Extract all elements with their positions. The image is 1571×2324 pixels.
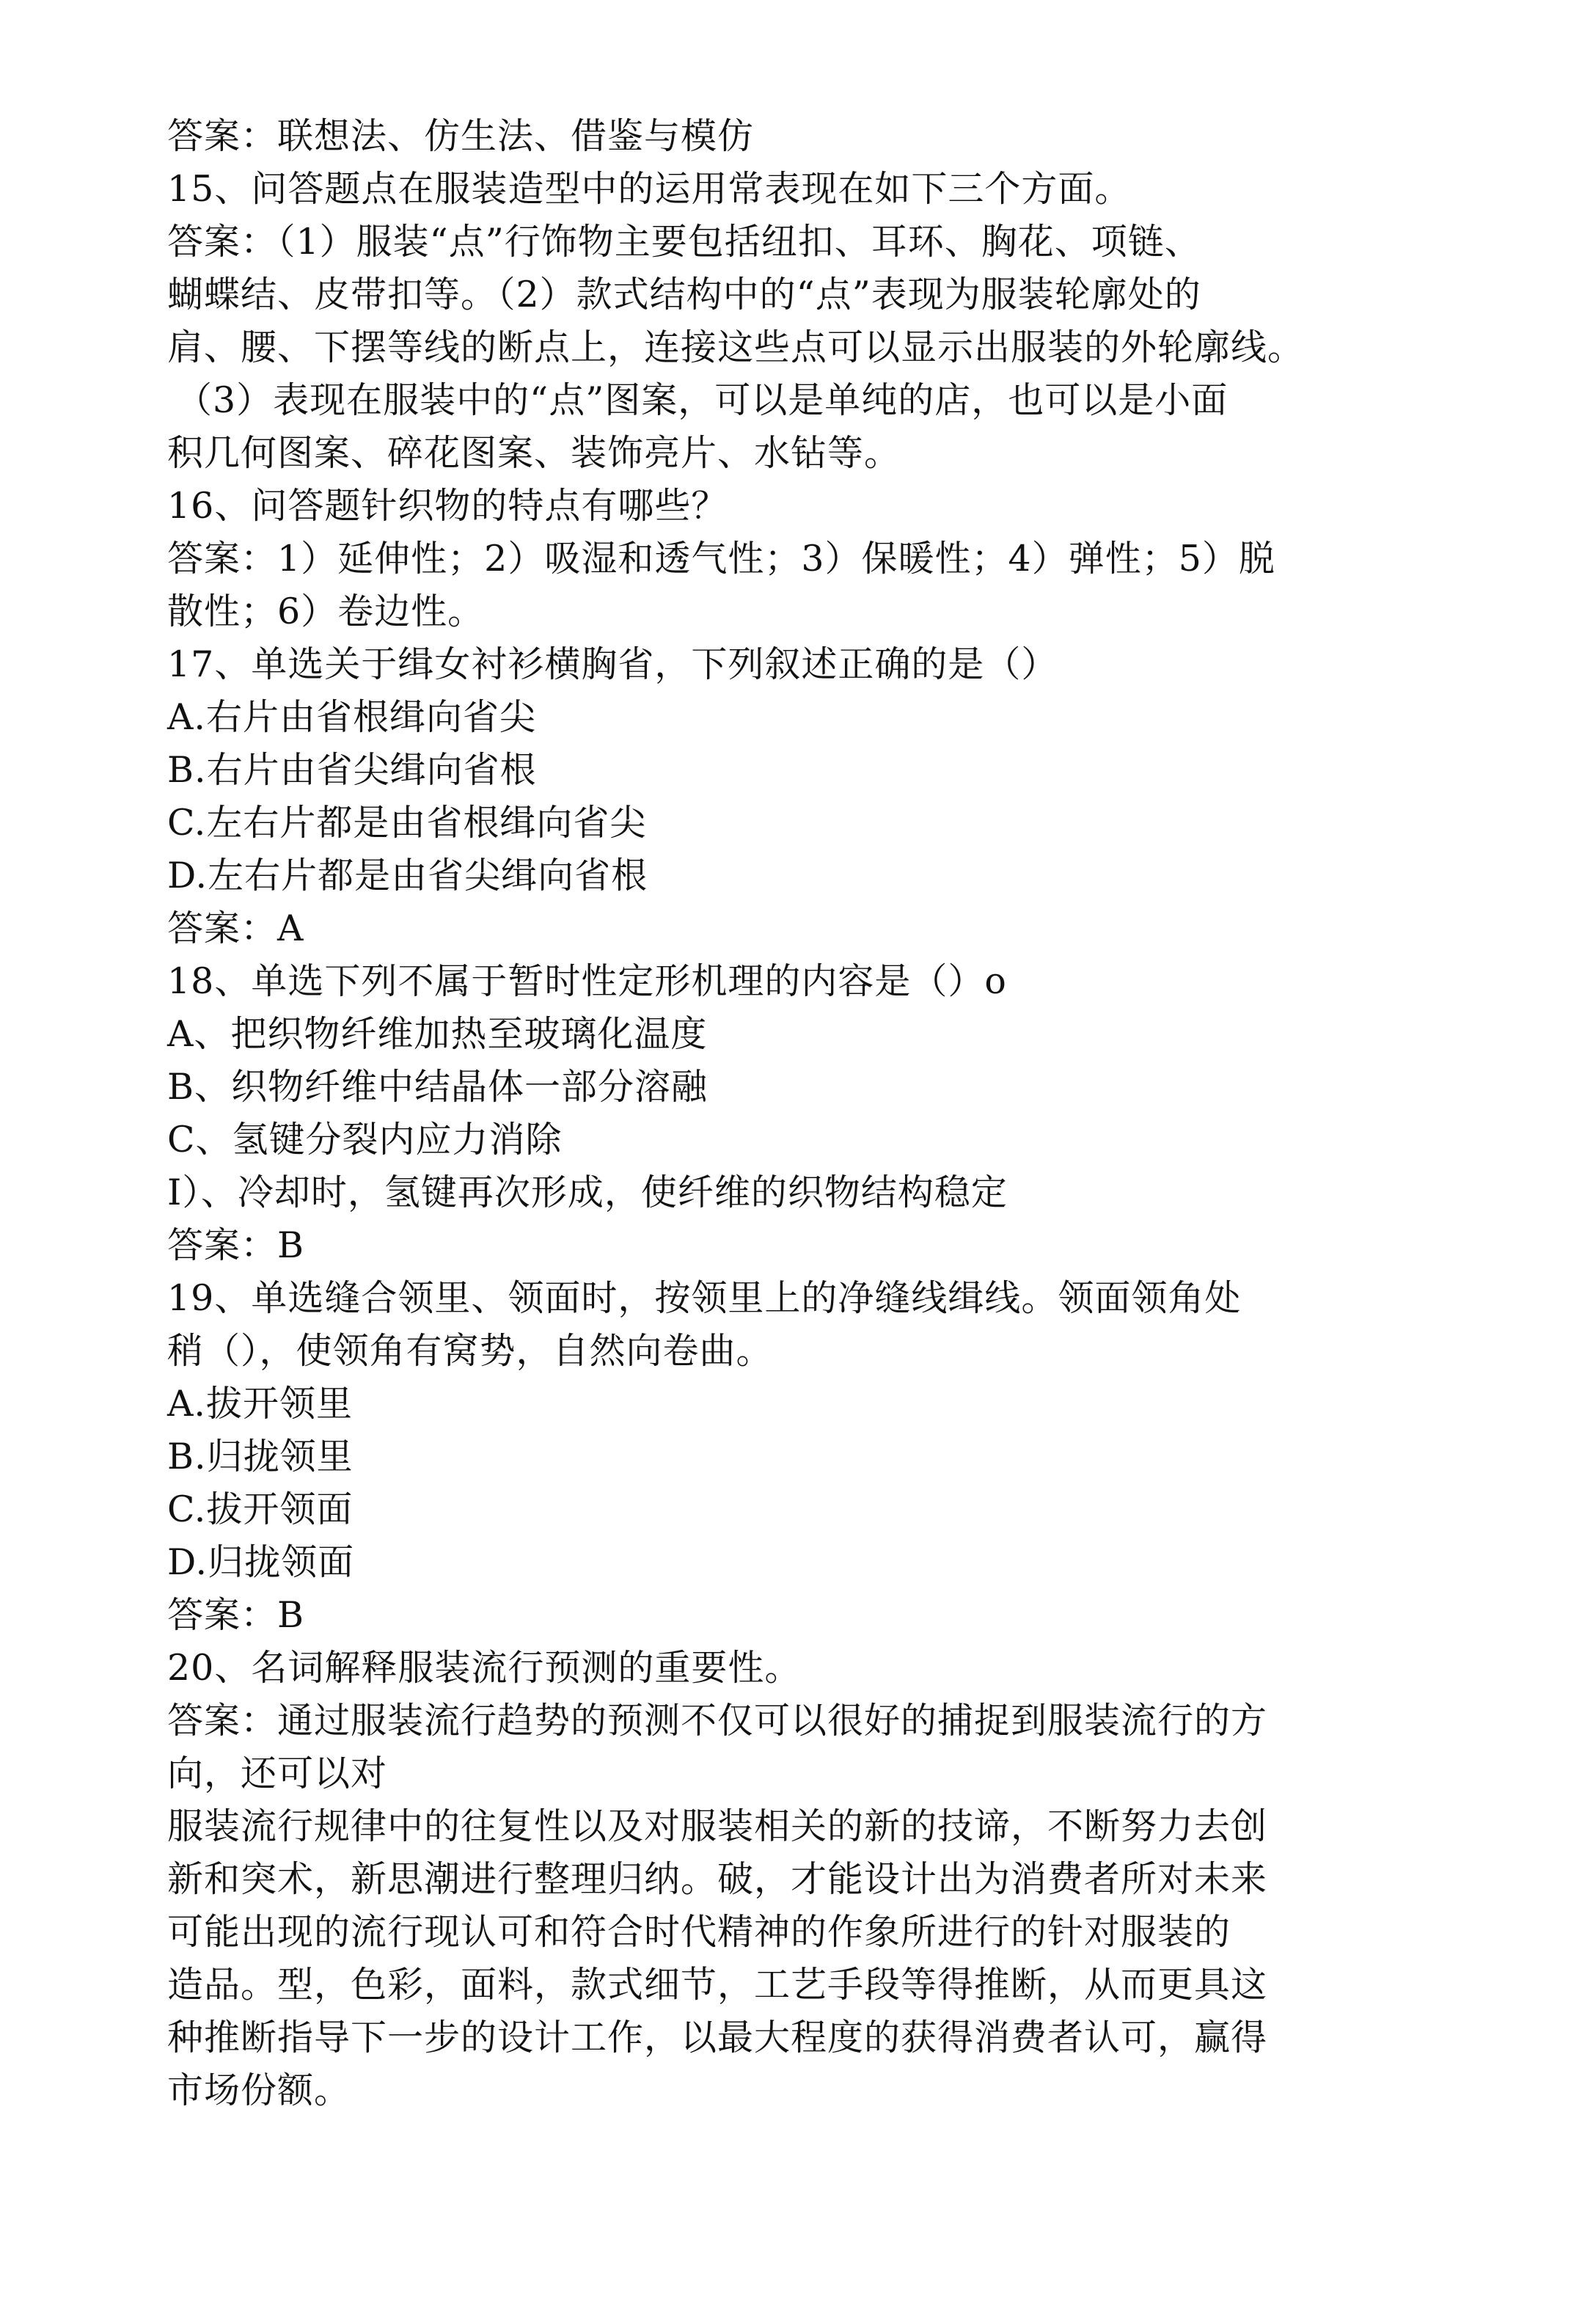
option-d: D.左右片都是由省尖缉向省根: [167, 855, 648, 896]
question-19-title: 19、单选缝合领里、领面时，按领里上的净缝线缉线。领面领角处: [167, 1277, 1242, 1319]
answer-line: 答案：联想法、仿生法、借鉴与模仿: [167, 115, 755, 157]
answer-line: 答案：（1）服装“点”行饰物主要包括纽扣、耳环、胸花、项链、: [167, 221, 1201, 263]
question-19-title-cont: 稍（），使领角有窝势，自然向卷曲。: [167, 1330, 773, 1372]
option-b: B、织物纤维中结晶体一部分溶融: [167, 1066, 708, 1108]
option-c: C.左右片都是由省根缉向省尖: [167, 802, 647, 844]
question-15-title: 15、问答题点在服装造型中的运用常表现在如下三个方面。: [167, 168, 1132, 210]
option-a: A、把织物纤维加热至玻璃化温度: [167, 1013, 708, 1055]
option-c: C、氢键分裂内应力消除: [167, 1119, 563, 1161]
answer-line: 向，还可以对: [167, 1753, 388, 1794]
answer-line: 服装流行规律中的往复性以及对服装相关的新的技谛，不断努力去创: [167, 1805, 1268, 1847]
answer-line: 答案：通过服装流行趋势的预测不仅可以很好的捕捉到服装流行的方: [167, 1700, 1268, 1742]
option-c: C.拔开领面: [167, 1488, 354, 1530]
document-page: [167, 110, 1436, 2117]
option-b: B.归拢领里: [167, 1436, 354, 1477]
answer-line: 市场份额。: [167, 2069, 351, 2111]
answer-line: （3）表现在服装中的“点”图案，可以是单纯的店，也可以是小面: [176, 379, 1228, 421]
answer-line: 种推断指导下一步的设计工作，以最大程度的获得消费者认可，赢得: [167, 2017, 1268, 2058]
answer-line: 肩、腰、下摆等线的断点上，连接这些点可以显示出服装的外轮廓线。: [167, 326, 1305, 368]
answer-line: 造品。型，色彩，面料，款式细节，工艺手段等得推断，从而更具这: [167, 1964, 1268, 2006]
answer-line: 答案：B: [167, 1594, 305, 1636]
option-a: A.右片由省根缉向省尖: [167, 696, 536, 738]
answer-line: 蝴蝶结、皮带扣等。（2）款式结构中的“点”表现为服装轮廓处的: [167, 274, 1201, 315]
question-20-title: 20、名词解释服装流行预测的重要性。: [167, 1647, 802, 1689]
option-a: A.拔开领里: [167, 1383, 353, 1425]
answer-line: 积几何图案、碎花图案、装饰亮片、水钻等。: [167, 432, 901, 474]
answer-line: 答案：A: [167, 907, 304, 949]
option-d: I）、冷却时，氢键再次形成，使纤维的织物结构稳定: [167, 1172, 1008, 1213]
answer-line: 新和突术，新思潮进行整理归纳。破，才能设计出为消费者所对未来: [167, 1858, 1268, 1900]
option-d: D.归拢领面: [167, 1541, 355, 1583]
answer-line: 散性；6）卷边性。: [167, 591, 485, 632]
answer-line: 答案：1）延伸性；2）吸湿和透气性；3）保暖性；4）弹性；5）脱: [167, 538, 1275, 580]
answer-line: 答案：B: [167, 1224, 305, 1266]
question-16-title: 16、问答题针织物的特点有哪些？: [167, 485, 728, 527]
question-17-title: 17、单选关于缉女衬衫横胸省，下列叙述正确的是（）: [167, 643, 1058, 685]
question-18-title: 18、单选下列不属于暂时性定形机理的内容是（）o: [167, 960, 1007, 1002]
answer-line: 可能出现的流行现认可和符合时代精神的作象所进行的针对服装的: [167, 1911, 1231, 1953]
option-b: B.右片由省尖缉向省根: [167, 749, 537, 791]
